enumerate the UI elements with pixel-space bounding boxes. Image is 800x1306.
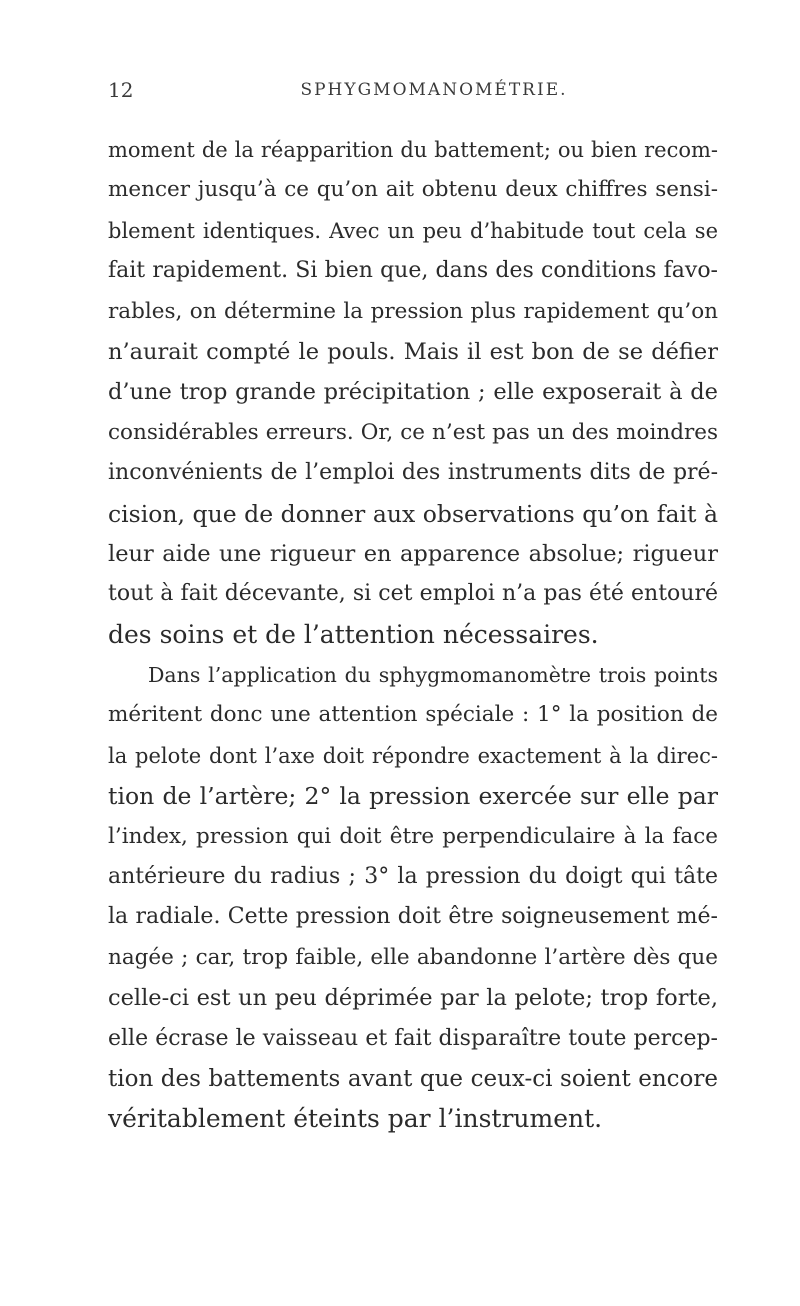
text-line: l’index, pression qui doit être perpendiculaire à la face [108,823,718,849]
text-line: blement identiques. Avec un peu d’habitude tout cela se [108,218,718,243]
text-line: tion de l’artère; 2° la pression exercée sur elle par [108,782,718,811]
text-line: tout à fait décevante, si cet emploi n’a pas été entouré [108,581,718,607]
text-line: nagée ; car, trop faible, elle abandonne l’artère dès que [108,944,718,970]
running-title: SPHYGMOMANOMÉTRIE. [300,80,568,100]
paragraph-2 [108,655,718,1140]
text-line: celle-ci est un peu déprimée par la pelote; trop forte, [108,985,718,1012]
text-line: cision, que de donner aux observations qu’on fait à [108,499,718,528]
text-line: n’aurait compté le pouls. Mais il est bon de se défier [108,338,718,365]
text-line: rables, on détermine la pression plus rapidement qu’on [108,298,718,324]
text-line: fait rapidement. Si bien que, dans des conditions favo- [108,258,718,284]
text-line: tion des battements avant que ceux-ci soient encore [108,1065,718,1092]
text-line: moment de la réapparition du battement; ou bien recom- [108,138,718,162]
text-line: mencer jusqu’à ce qu’on ait obtenu deux chiffres sensi- [108,177,718,203]
text-line: Dans l’application du sphygmomanomètre trois points [148,663,718,688]
text-line: méritent donc une attention spéciale : 1° la position de [108,702,718,728]
text-line: inconvénients de l’emploi des instruments dits de pré- [108,460,718,486]
text-line: des soins et de l’attention nécessaires. [108,619,599,649]
text-line: la pelote dont l’axe doit répondre exactement à la direc- [108,743,718,768]
text-line: d’une trop grande précipitation ; elle exposerait à de [108,379,718,406]
text-line: elle écrase le vaisseau et fait disparaître toute percep- [108,1025,718,1051]
text-line: antérieure du radius ; 3° la pression du doigt qui tâte [108,864,718,890]
text-line: considérables erreurs. Or, ce n’est pas un des moindres [108,419,718,445]
body-text [108,130,718,1140]
page-header [108,78,720,108]
paragraph-1 [108,130,718,655]
text-line: la radiale. Cette pression doit être soigneusement mé- [108,904,718,930]
text-line: véritablement éteints par l’instrument. [108,1104,603,1134]
text-line: leur aide une rigueur en apparence absolue; rigueur [108,540,718,567]
page-number: 12 [108,78,134,102]
